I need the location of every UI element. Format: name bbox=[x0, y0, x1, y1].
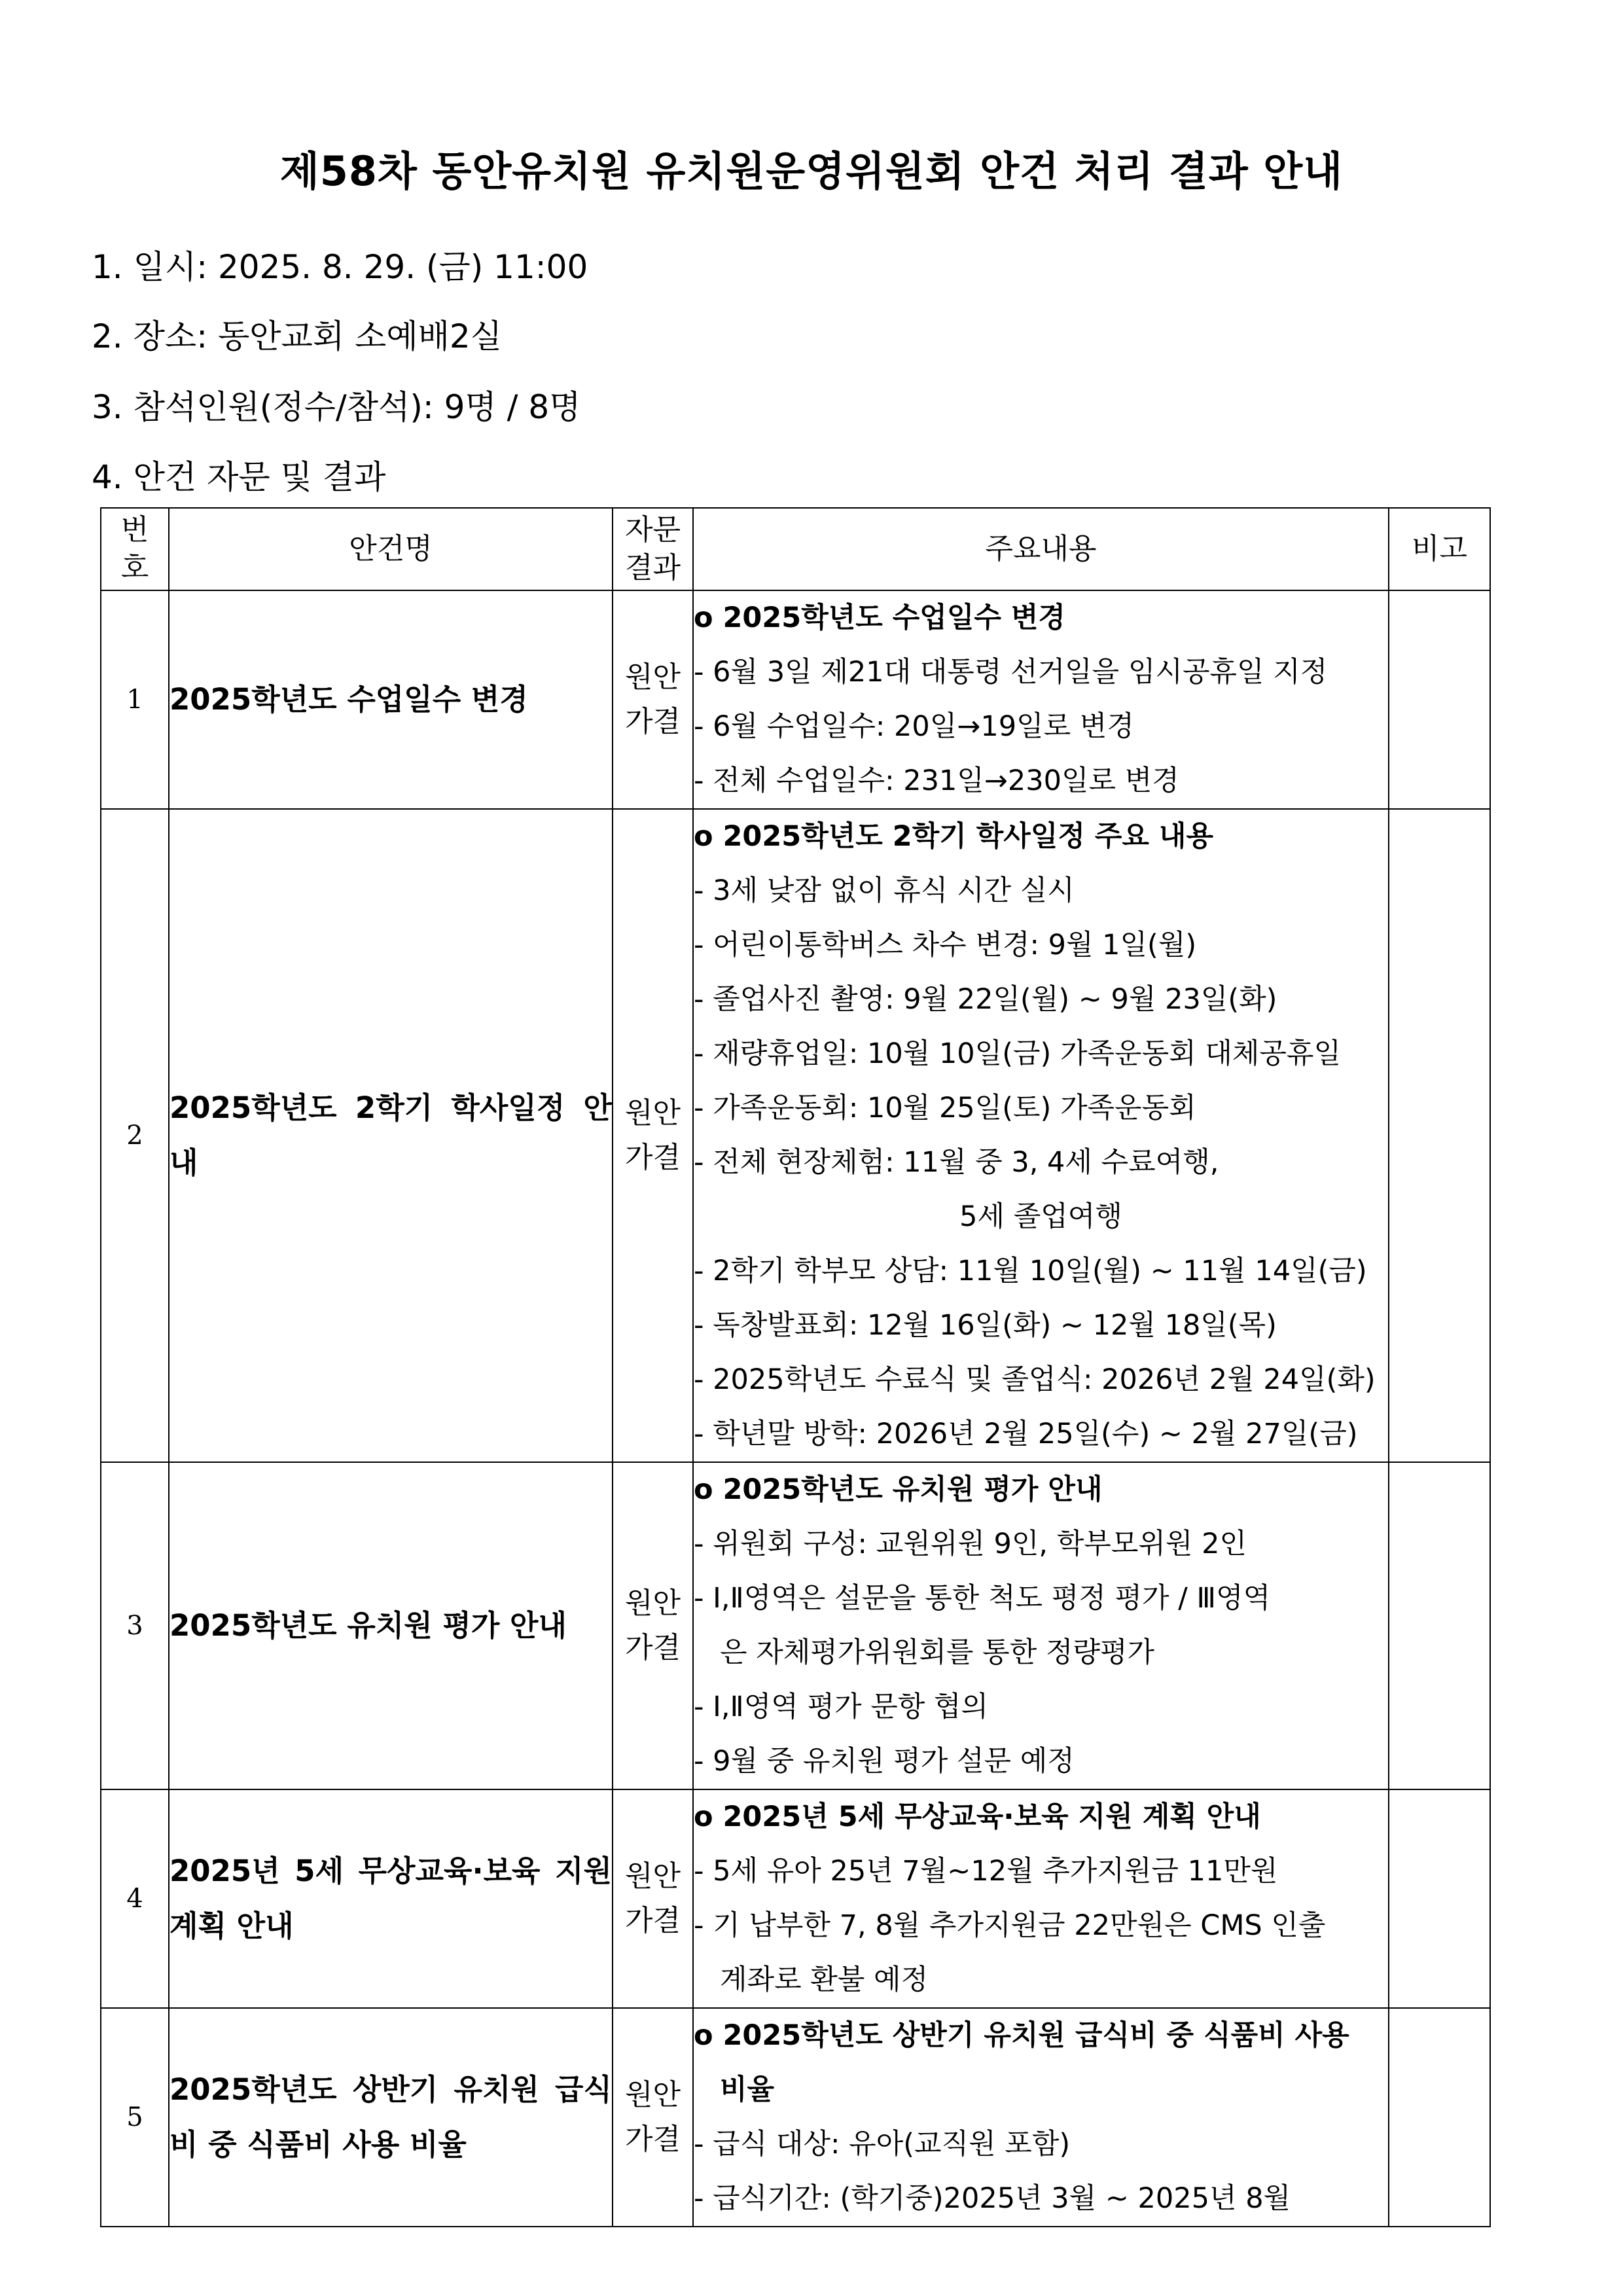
content-item: - 3세 낮잠 없이 휴식 시간 실시 bbox=[694, 874, 1075, 907]
table-row bbox=[101, 809, 1490, 1462]
row-result-line1: 원안 bbox=[624, 660, 681, 694]
row-number: 1 bbox=[101, 590, 169, 809]
header-number bbox=[101, 508, 169, 590]
content-item-continuation: 5세 졸업여행 bbox=[959, 1200, 1122, 1233]
agenda-table bbox=[100, 507, 1491, 2227]
content-item: - 기 납부한 7, 8월 추가지원금 22만원은 CMS 인출 bbox=[694, 1909, 1326, 1942]
document-title: 제58차 동안유치원 유치원운영위원회 안건 처리 결과 안내 bbox=[279, 147, 1344, 195]
content-item: - 2학기 학부모 상담: 11월 10일(월) ~ 11월 14일(금) bbox=[694, 1255, 1367, 1287]
header-result-line1: 자문 bbox=[624, 513, 681, 547]
content-item: - 학년말 방학: 2026년 2월 25일(수) ~ 2월 27일(금) bbox=[694, 1418, 1358, 1450]
content-item: - 6월 수업일수: 20일→19일로 변경 bbox=[694, 710, 1134, 743]
content-item: - 5세 유아 25년 7월~12월 추가지원금 11만원 bbox=[694, 1855, 1278, 1888]
table-header-row bbox=[101, 508, 1490, 590]
row-agenda-title: 2025년 5세 무상교육·보육 지원 계획 안내 bbox=[169, 1789, 613, 2008]
row-result-line1: 원안 bbox=[624, 1096, 681, 1130]
header-result-line2: 결과 bbox=[624, 551, 681, 584]
table-row bbox=[101, 1462, 1490, 1789]
header-agenda-title: 안건명 bbox=[169, 508, 613, 590]
table-row bbox=[101, 590, 1490, 809]
row-number: 2 bbox=[101, 809, 169, 1462]
content-heading: o 2025학년도 수업일수 변경 bbox=[694, 601, 1065, 634]
row-result-line2: 가결 bbox=[624, 2123, 681, 2156]
row-result bbox=[613, 1789, 693, 2008]
header-content: 주요내용 bbox=[693, 508, 1389, 590]
header-number-line1: 번 bbox=[120, 513, 149, 547]
row-note bbox=[1389, 809, 1490, 1462]
meeting-location: 2. 장소: 동안교회 소예배2실 bbox=[92, 317, 503, 355]
content-item: - 어린이통학버스 차수 변경: 9월 1일(월) bbox=[694, 929, 1197, 961]
content-heading: o 2025학년도 유치원 평가 안내 bbox=[694, 1473, 1103, 1506]
row-result-line1: 원안 bbox=[624, 1859, 681, 1893]
content-item: - 독창발표회: 12월 16일(화) ~ 12월 18일(목) bbox=[694, 1309, 1277, 1342]
row-result bbox=[613, 1462, 693, 1789]
row-content bbox=[693, 1462, 1389, 1789]
row-agenda-title: 2025학년도 2학기 학사일정 안내 bbox=[169, 809, 613, 1462]
row-result-line1: 원안 bbox=[624, 1587, 681, 1620]
row-number: 3 bbox=[101, 1462, 169, 1789]
content-item: - 9월 중 유치원 평가 설문 예정 bbox=[694, 1745, 1075, 1778]
table-row bbox=[101, 1789, 1490, 2008]
row-result-line2: 가결 bbox=[624, 1904, 681, 1937]
row-content bbox=[693, 809, 1389, 1462]
row-result bbox=[613, 590, 693, 809]
content-item: - Ⅰ,Ⅱ영역은 설문을 통한 척도 평정 평가 / Ⅲ영역 bbox=[694, 1582, 1271, 1615]
content-item-continuation: 계좌로 환불 예정 bbox=[720, 1964, 929, 1996]
meeting-datetime: 1. 일시: 2025. 8. 29. (금) 11:00 bbox=[92, 248, 588, 286]
agenda-section-heading: 4. 안건 자문 및 결과 bbox=[92, 458, 386, 496]
content-item: - 6월 3일 제21대 대통령 선거일을 임시공휴일 지정 bbox=[694, 656, 1328, 689]
content-heading: o 2025학년도 2학기 학사일정 주요 내용 bbox=[694, 820, 1213, 853]
content-item: - 재량휴업일: 10월 10일(금) 가족운동회 대체공휴일 bbox=[694, 1037, 1342, 1070]
content-item: - 급식기간: (학기중)2025년 3월 ~ 2025년 8월 bbox=[694, 2182, 1291, 2215]
row-result bbox=[613, 809, 693, 1462]
table-row bbox=[101, 2008, 1490, 2227]
row-content bbox=[693, 2008, 1389, 2227]
content-item: - 2025학년도 수료식 및 졸업식: 2026년 2월 24일(화) bbox=[694, 1363, 1376, 1396]
row-note bbox=[1389, 1462, 1490, 1789]
content-heading: o 2025년 5세 무상교육·보육 지원 계획 안내 bbox=[694, 1801, 1261, 1833]
content-item: - Ⅰ,Ⅱ영역 평가 문항 협의 bbox=[694, 1691, 989, 1723]
row-note bbox=[1389, 2008, 1490, 2227]
content-item: - 가족운동회: 10월 25일(토) 가족운동회 bbox=[694, 1092, 1196, 1124]
row-content bbox=[693, 590, 1389, 809]
row-note bbox=[1389, 1789, 1490, 2008]
content-heading-continuation: 비율 bbox=[720, 2073, 775, 2106]
content-item: - 급식 대상: 유아(교직원 포함) bbox=[694, 2128, 1071, 2161]
meeting-attendance: 3. 참석인원(정수/참석): 9명 / 8명 bbox=[92, 388, 581, 426]
row-result bbox=[613, 2008, 693, 2227]
content-item: - 전체 현장체험: 11월 중 3, 4세 수료여행, bbox=[694, 1146, 1219, 1179]
row-agenda-title: 2025학년도 수업일수 변경 bbox=[169, 590, 613, 809]
row-result-line2: 가결 bbox=[624, 1141, 681, 1174]
row-agenda-title: 2025학년도 유치원 평가 안내 bbox=[169, 1462, 613, 1789]
content-heading: o 2025학년도 상반기 유치원 급식비 중 식품비 사용 bbox=[694, 2019, 1349, 2052]
row-result-line1: 원안 bbox=[624, 2078, 681, 2111]
content-item: - 졸업사진 촬영: 9월 22일(월) ~ 9월 23일(화) bbox=[694, 983, 1277, 1016]
header-result bbox=[613, 508, 693, 590]
content-item-continuation: 은 자체평가위원회를 통한 정량평가 bbox=[720, 1636, 1155, 1669]
header-number-line2: 호 bbox=[120, 551, 149, 584]
row-content bbox=[693, 1789, 1389, 2008]
header-note: 비고 bbox=[1389, 508, 1490, 590]
row-result-line2: 가결 bbox=[624, 1631, 681, 1664]
content-item: - 위원회 구성: 교원위원 9인, 학부모위원 2인 bbox=[694, 1528, 1247, 1560]
content-item: - 전체 수업일수: 231일→230일로 변경 bbox=[694, 764, 1179, 797]
row-number: 4 bbox=[101, 1789, 169, 2008]
row-number: 5 bbox=[101, 2008, 169, 2227]
row-note bbox=[1389, 590, 1490, 809]
row-result-line2: 가결 bbox=[624, 705, 681, 738]
row-agenda-title: 2025학년도 상반기 유치원 급식비 중 식품비 사용 비율 bbox=[169, 2008, 613, 2227]
